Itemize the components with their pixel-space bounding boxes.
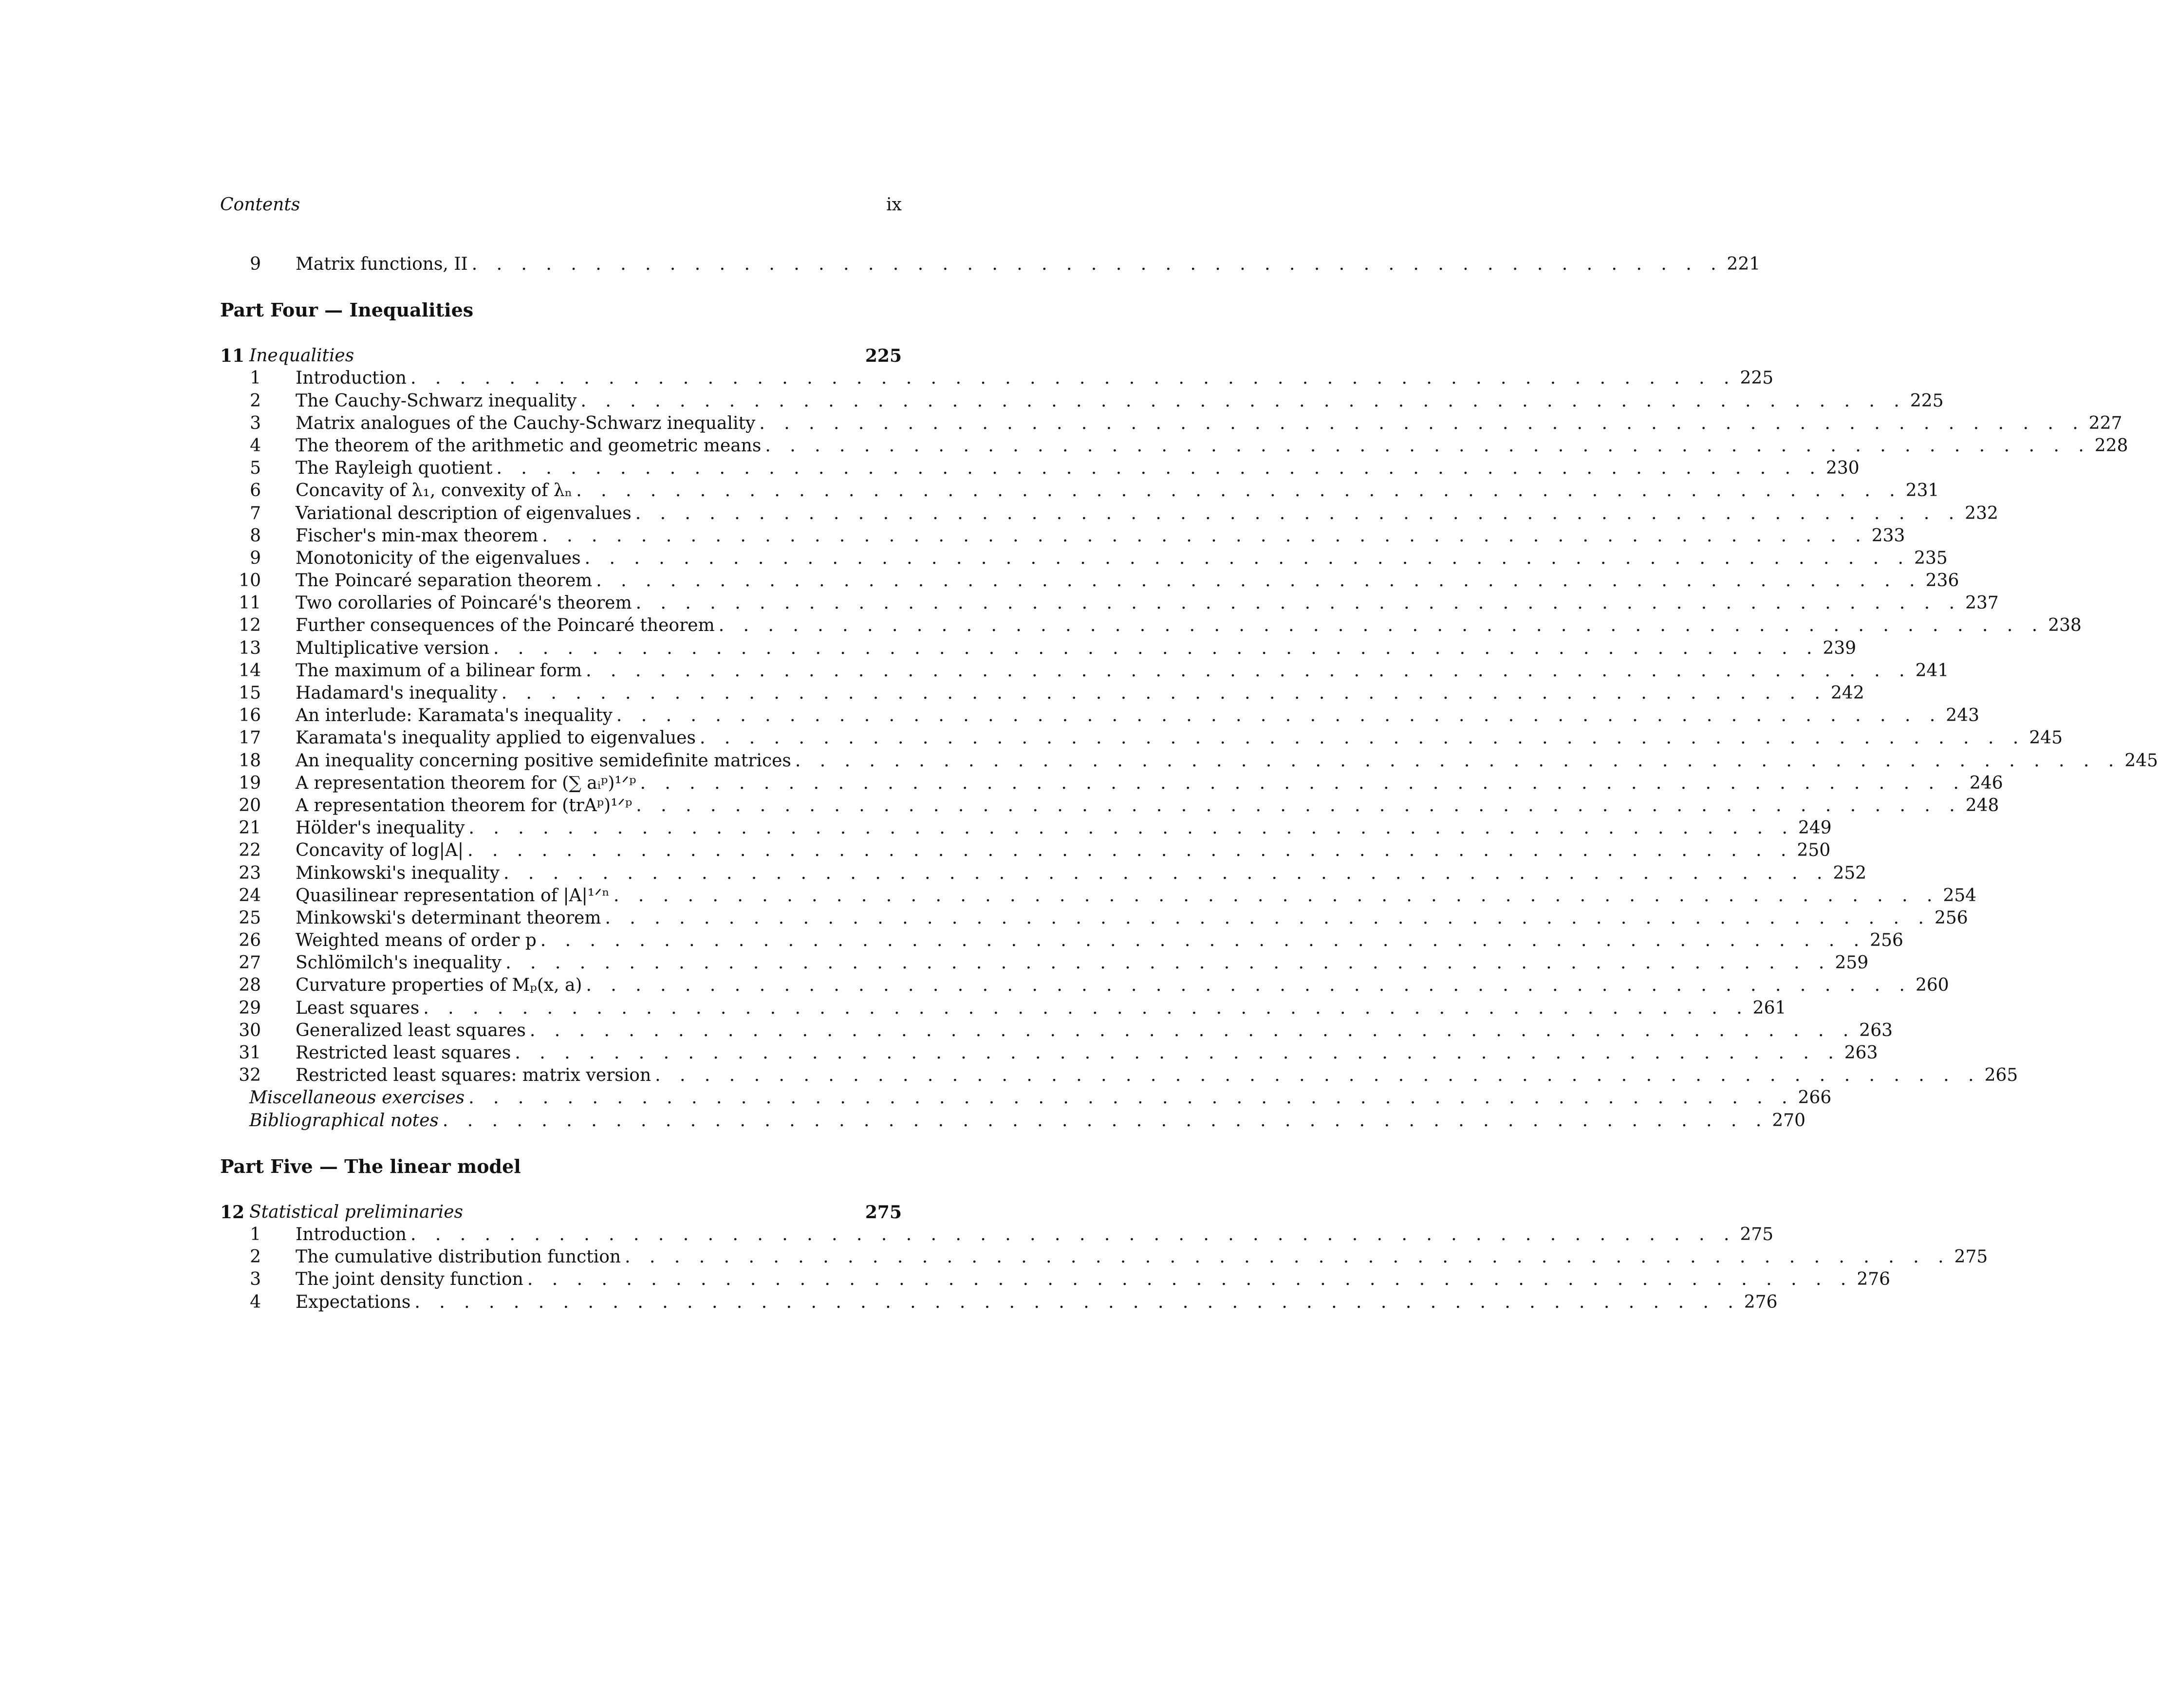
section-title: An inequality concerning positive semidefinite matrices (296, 750, 791, 771)
toc-entry[interactable] (220, 907, 1968, 929)
section-page: 249 (1798, 818, 1832, 838)
section-title: Curvature properties of Mₚ(x, a) (296, 975, 582, 996)
section-title: Weighted means of order p (296, 930, 537, 951)
toc-entry[interactable] (220, 412, 2122, 435)
dot-leader: . . . . . . . . . . . . . . . . . . . . . . . . . . . . . . . . . . . . . . . . . . . . . . . . . . . . . . (636, 795, 1962, 816)
section-number: 25 (239, 908, 261, 928)
dot-leader: . . . . . . . . . . . . . . . . . . . . . . . . . . . . . . . . . . . . . . . . . . . . . . . . . . . . . . (493, 638, 1819, 658)
section-list (220, 367, 2158, 1087)
chapter-page: 225 (865, 346, 902, 367)
dot-leader: . . . . . . . . . . . . . . . . . . . . . . . . . . . . . . . . . . . . . . . . . . . . . . . . . . . . . . (640, 773, 1966, 793)
section-number: 23 (239, 863, 261, 883)
section-number: 14 (239, 660, 261, 681)
dot-leader: . . . . . . . . . . . . . . . . . . . . . . . . . . . . . . . . . . . . . . . . . . . . . . . . . . . . . . (635, 503, 1961, 523)
toc-entry[interactable] (220, 929, 1903, 952)
section-title: Monotonicity of the eigenvalues (296, 548, 581, 568)
toc-entry[interactable] (220, 885, 1977, 907)
dot-leader: . . . . . . . . . . . . . . . . . . . . . . . . . . . . . . . . . . . . . . . . . . . . . . . . . . . . . . (759, 413, 2085, 433)
section-number: 9 (250, 254, 261, 274)
dot-leader: . . . . . . . . . . . . . . . . . . . . . . . . . . . . . . . . . . . . . . . . . . . . . . . . . . . . . . (529, 1020, 1856, 1040)
toc-entry[interactable] (220, 839, 1831, 862)
section-number: 1 (250, 1224, 261, 1244)
section-title: Least squares (296, 998, 420, 1018)
toc-entry[interactable] (220, 547, 1948, 570)
section-page: 275 (1954, 1247, 1988, 1267)
dot-leader: . . . . . . . . . . . . . . . . . . . . . . . . . . . . . . . . . . . . . . . . . . . . . . . . . . . . . . (586, 660, 1912, 681)
dot-leader: . . . . . . . . . . . . . . . . . . . . . . . . . . . . . . . . . . . . . . . . . . . . . . . . . . . . . . (625, 1247, 1951, 1267)
toc-entry[interactable] (220, 253, 1761, 276)
section-page: 276 (1744, 1292, 1778, 1312)
dot-leader: . . . . . . . . . . . . . . . . . . . . . . . . . . . . . . . . . . . . . . . . . . . . . . . . . . . . . . (467, 840, 1793, 861)
toc-entry[interactable] (220, 997, 1786, 1020)
section-page: 232 (1965, 503, 1998, 523)
section-number: 12 (239, 615, 261, 636)
toc-entry[interactable] (220, 862, 1867, 885)
toc-entry[interactable] (220, 682, 1864, 705)
table-of-contents (220, 253, 2158, 1314)
section-page: 256 (1870, 930, 1903, 951)
dot-leader: . . . . . . . . . . . . . . . . . . . . . . . . . . . . . . . . . . . . . . . . . . . . . . . . . . . . . . (410, 368, 1736, 389)
section-number: 4 (250, 1292, 261, 1312)
section-number: 29 (239, 998, 261, 1018)
section-number: 3 (250, 1269, 261, 1290)
section-number: 2 (250, 1247, 261, 1267)
toc-entry[interactable] (220, 525, 1905, 547)
section-number: 20 (239, 795, 261, 816)
dot-leader: . . . . . . . . . . . . . . . . . . . . . . . . . . . . . . . . . . . . . . . . . . . . . . . . . . . . . . (503, 863, 1829, 883)
section-number: 10 (239, 571, 261, 591)
dot-leader: . . . . . . . . . . . . . . . . . . . . . . . . . . . . . . . . . . . . . . . . . . . . . . . . . . . . . . (442, 1110, 1768, 1131)
section-title: Bibliographical notes (249, 1110, 439, 1131)
section-number: 3 (250, 413, 261, 433)
section-number: 17 (239, 728, 261, 748)
section-number: 9 (250, 548, 261, 568)
chapter-title: Inequalities (249, 346, 354, 366)
section-title: Karamata's inequality applied to eigenvalues (296, 728, 696, 748)
section-number: 15 (239, 683, 261, 703)
toc-entry[interactable] (220, 817, 1832, 839)
toc-entry[interactable] (220, 772, 2003, 795)
toc-entry[interactable] (220, 390, 1944, 412)
dot-leader: . . . . . . . . . . . . . . . . . . . . . . . . . . . . . . . . . . . . . . . . . . . . . . . . . . . . . . (540, 930, 1866, 951)
section-number: 28 (239, 975, 261, 996)
dot-leader: . . . . . . . . . . . . . . . . . . . . . . . . . . . . . . . . . . . . . . . . . . . . . . . . . . . . . . (605, 908, 1931, 928)
section-title: An interlude: Karamata's inequality (296, 705, 613, 726)
section-list (220, 1224, 1988, 1314)
section-page: 243 (1946, 705, 1980, 726)
toc-entry[interactable] (220, 660, 1949, 682)
section-number: 30 (239, 1020, 261, 1040)
section-page: 237 (1965, 593, 1999, 613)
section-title: Matrix functions, II (296, 254, 468, 274)
section-number: 26 (239, 930, 261, 951)
dot-leader: . . . . . . . . . . . . . . . . . . . . . . . . . . . . . . . . . . . . . . . . . . . . . . . . . . . . . . (718, 615, 2045, 636)
section-number: 6 (250, 481, 261, 501)
section-page: 260 (1915, 975, 1949, 996)
chapter-heading[interactable] (220, 1201, 902, 1224)
toc-entry[interactable] (220, 705, 1980, 727)
section-title: Introduction (296, 1224, 407, 1244)
section-page: 239 (1823, 638, 1857, 658)
section-page: 228 (2094, 435, 2128, 456)
toc-entry[interactable] (220, 1246, 1988, 1268)
dot-leader: . . . . . . . . . . . . . . . . . . . . . . . . . . . . . . . . . . . . . . . . . . . . . . . . . . . . . . (505, 953, 1831, 973)
section-title: Expectations (296, 1292, 411, 1312)
section-title: Hadamard's inequality (296, 683, 498, 703)
dot-leader: . . . . . . . . . . . . . . . . . . . . . . . . . . . . . . . . . . . . . . . . . . . . . . . . . . . (471, 254, 1723, 274)
section-page: 236 (1925, 571, 1959, 591)
toc-entry[interactable] (220, 1268, 1891, 1291)
dot-leader: . . . . . . . . . . . . . . . . . . . . . . . . . . . . . . . . . . . . . . . . . . . . . . . . . . . . . . (613, 885, 1939, 906)
section-page: 227 (2088, 413, 2122, 433)
section-title: A representation theorem for (trAᵖ)¹ᐟᵖ (296, 795, 633, 816)
dot-leader: . . . . . . . . . . . . . . . . . . . . . . . . . . . . . . . . . . . . . . . . . . . . . . . . . . . . . . (616, 705, 1942, 726)
section-title: Two corollaries of Poincaré's theorem (296, 593, 632, 613)
section-title: Restricted least squares (296, 1043, 511, 1063)
dot-leader: . . . . . . . . . . . . . . . . . . . . . . . . . . . . . . . . . . . . . . . . . . . . . . . . . . . . . . (586, 975, 1912, 996)
section-page: 245 (2124, 750, 2158, 771)
dot-leader: . . . . . . . . . . . . . . . . . . . . . . . . . . . . . . . . . . . . . . . . . . . . . . . . . . . . . . (655, 1065, 1981, 1086)
toc-entry[interactable] (220, 570, 1959, 592)
section-title: A representation theorem for (∑ aᵢᵖ)¹ᐟᵖ (296, 773, 636, 793)
section-title: Hölder's inequality (296, 818, 465, 838)
toc-entry[interactable] (220, 457, 1860, 480)
toc-entry[interactable] (220, 1042, 1878, 1064)
section-page: 248 (1965, 795, 1999, 816)
section-page: 225 (1910, 390, 1944, 411)
section-number: 1 (250, 368, 261, 389)
section-number: 5 (250, 458, 261, 479)
section-page: 261 (1752, 998, 1786, 1018)
section-title: Miscellaneous exercises (249, 1088, 465, 1108)
dot-leader: . . . . . . . . . . . . . . . . . . . . . . . . . . . . . . . . . . . . . . . . . . . . . . . . . . . . . . (699, 728, 2026, 748)
section-title: Minkowski's inequality (296, 863, 500, 883)
section-page: 230 (1825, 458, 1860, 479)
section-page: 275 (1740, 1224, 1774, 1244)
section-title: Further consequences of the Poincaré theorem (296, 615, 715, 636)
section-title: The Poincaré separation theorem (296, 571, 593, 591)
dot-leader: . . . . . . . . . . . . . . . . . . . . . . . . . . . . . . . . . . . . . . . . . . . . . . . . . . . . . . (635, 593, 1962, 613)
section-page: 254 (1943, 885, 1977, 906)
section-page: 238 (2048, 615, 2082, 636)
section-title: Fischer's min-max theorem (296, 525, 539, 546)
section-number: 8 (250, 525, 261, 546)
toc-entry[interactable] (220, 952, 1869, 974)
section-title: Multiplicative version (296, 638, 490, 658)
section-number: 32 (239, 1065, 261, 1086)
extras-list (220, 1087, 1832, 1132)
chapter-number: 12 (220, 1202, 245, 1223)
dot-leader: . . . . . . . . . . . . . . . . . . . . . . . . . . . . . . . . . . . . . . . . . . . . . . . . . . . . . . (527, 1269, 1853, 1290)
section-title: Introduction (296, 368, 407, 389)
dot-leader: . . . . . . . . . . . . . . . . . . . . . . . . . . . . . . . . . . . . . . . . . . . . . . . . . . . . . . (414, 1292, 1740, 1312)
toc-entry[interactable] (220, 367, 1774, 390)
section-page: 259 (1835, 953, 1869, 973)
toc-extra-entry[interactable] (220, 1087, 1832, 1109)
section-page: 241 (1915, 660, 1949, 681)
toc-entry[interactable] (220, 637, 1857, 660)
section-page: 263 (1844, 1043, 1878, 1063)
dot-leader: . . . . . . . . . . . . . . . . . . . . . . . . . . . . . . . . . . . . . . . . . . . . . . . . . . . . . . (468, 818, 1794, 838)
section-page: 221 (1727, 254, 1761, 274)
toc-entry[interactable] (220, 435, 2128, 457)
section-title: The Rayleigh quotient (296, 458, 493, 479)
section-number: 21 (239, 818, 261, 838)
dot-leader: . . . . . . . . . . . . . . . . . . . . . . . . . . . . . . . . . . . . . . . . . . . . . . . . . . . . . . (576, 481, 1902, 501)
toc-entry[interactable] (220, 727, 2063, 749)
toc-entry[interactable] (220, 614, 2082, 637)
dot-leader: . . . . . . . . . . . . . . . . . . . . . . . . . . . . . . . . . . . . . . . . . . . . . . . . . . . . . . (542, 525, 1868, 546)
section-title: The joint density function (296, 1269, 523, 1290)
dot-leader: . . . . . . . . . . . . . . . . . . . . . . . . . . . . . . . . . . . . . . . . . . . . . . . . . . . . . . (580, 390, 1906, 411)
section-number: 27 (239, 953, 261, 973)
section-page: 266 (1798, 1088, 1832, 1108)
section-page: 250 (1797, 840, 1831, 861)
section-title: The Cauchy-Schwarz inequality (296, 390, 577, 411)
section-title: Concavity of log|A| (296, 840, 464, 861)
section-page: 235 (1914, 548, 1948, 568)
dot-leader: . . . . . . . . . . . . . . . . . . . . . . . . . . . . . . . . . . . . . . . . . . . . . . . . . . . . . . (584, 548, 1911, 568)
running-head-title: Contents (220, 195, 300, 215)
section-page: 265 (1984, 1065, 2018, 1086)
section-number: 13 (239, 638, 261, 658)
section-number: 19 (239, 773, 261, 793)
chapter-heading[interactable] (220, 345, 902, 367)
section-number: 31 (239, 1043, 261, 1063)
section-page: 233 (1871, 525, 1905, 546)
dot-leader: . . . . . . . . . . . . . . . . . . . . . . . . . . . . . . . . . . . . . . . . . . . . . . . . . . . . . . (410, 1224, 1736, 1244)
section-page: 231 (1905, 481, 1939, 501)
toc-entry[interactable] (220, 1064, 2018, 1087)
section-title: Concavity of λ₁, convexity of λₙ (296, 481, 573, 501)
section-title: Minkowski's determinant theorem (296, 908, 601, 928)
chapter-number: 11 (220, 346, 245, 367)
section-number: 18 (239, 750, 261, 771)
section-title: Generalized least squares (296, 1020, 526, 1040)
section-number: 7 (250, 503, 261, 523)
section-title: Restricted least squares: matrix version (296, 1065, 651, 1086)
section-number: 11 (239, 593, 261, 613)
section-page: 246 (1969, 773, 2003, 793)
toc-entry[interactable] (220, 1224, 1774, 1246)
section-page: 252 (1833, 863, 1867, 883)
section-title: Schlömilch's inequality (296, 953, 502, 973)
dot-leader: . . . . . . . . . . . . . . . . . . . . . . . . . . . . . . . . . . . . . . . . . . . . . . . . . . . . . . (795, 750, 2121, 771)
section-number: 24 (239, 885, 261, 906)
section-page: 245 (2029, 728, 2063, 748)
section-page: 270 (1772, 1110, 1806, 1131)
section-number: 22 (239, 840, 261, 861)
section-title: Quasilinear representation of |A|¹ᐟⁿ (296, 885, 610, 906)
toc-extra-entry[interactable] (220, 1110, 1806, 1132)
dot-leader: . . . . . . . . . . . . . . . . . . . . . . . . . . . . . . . . . . . . . . . . . . . . . . . . . . . . . . (515, 1043, 1841, 1063)
running-head (220, 195, 902, 224)
toc-entry[interactable] (220, 750, 2158, 772)
dot-leader: . . . . . . . . . . . . . . . . . . . . . . . . . . . . . . . . . . . . . . . . . . . . . . . . . . . . . . (468, 1088, 1794, 1108)
part-heading: Part Four — Inequalities (220, 299, 474, 321)
toc-entry[interactable] (220, 1291, 1778, 1314)
toc-entry[interactable] (220, 795, 1999, 817)
section-page: 242 (1831, 683, 1864, 703)
page-number: ix (886, 195, 902, 215)
chapter-page: 275 (865, 1202, 902, 1223)
part-heading: Part Five — The linear model (220, 1155, 521, 1177)
section-number: 16 (239, 705, 261, 726)
section-title: The maximum of a bilinear form (296, 660, 582, 681)
toc-entry[interactable] (220, 480, 1939, 502)
section-title: Matrix analogues of the Cauchy-Schwarz inequality (296, 413, 756, 433)
section-page: 276 (1857, 1269, 1891, 1290)
toc-entry[interactable] (220, 502, 1998, 525)
toc-entry[interactable] (220, 592, 1999, 614)
toc-entry[interactable] (220, 1020, 1893, 1042)
dot-leader: . . . . . . . . . . . . . . . . . . . . . . . . . . . . . . . . . . . . . . . . . . . . . . . . . . . . . . (496, 458, 1822, 479)
section-title: The cumulative distribution function (296, 1247, 621, 1267)
section-page: 256 (1934, 908, 1968, 928)
section-number: 4 (250, 435, 261, 456)
section-title: The theorem of the arithmetic and geometric means (296, 435, 762, 456)
chapter-title: Statistical preliminaries (249, 1202, 463, 1222)
section-page: 263 (1859, 1020, 1893, 1040)
section-number: 2 (250, 390, 261, 411)
toc-entry[interactable] (220, 974, 1949, 997)
dot-leader: . . . . . . . . . . . . . . . . . . . . . . . . . . . . . . . . . . . . . . . . . . . . . . . . . . . . . . (765, 435, 2091, 456)
section-title: Variational description of eigenvalues (296, 503, 632, 523)
dot-leader: . . . . . . . . . . . . . . . . . . . . . . . . . . . . . . . . . . . . . . . . . . . . . . . . . . . . . . (423, 998, 1749, 1018)
dot-leader: . . . . . . . . . . . . . . . . . . . . . . . . . . . . . . . . . . . . . . . . . . . . . . . . . . . . . . (596, 571, 1922, 591)
dot-leader: . . . . . . . . . . . . . . . . . . . . . . . . . . . . . . . . . . . . . . . . . . . . . . . . . . . . . . (501, 683, 1827, 703)
section-page: 225 (1740, 368, 1774, 389)
